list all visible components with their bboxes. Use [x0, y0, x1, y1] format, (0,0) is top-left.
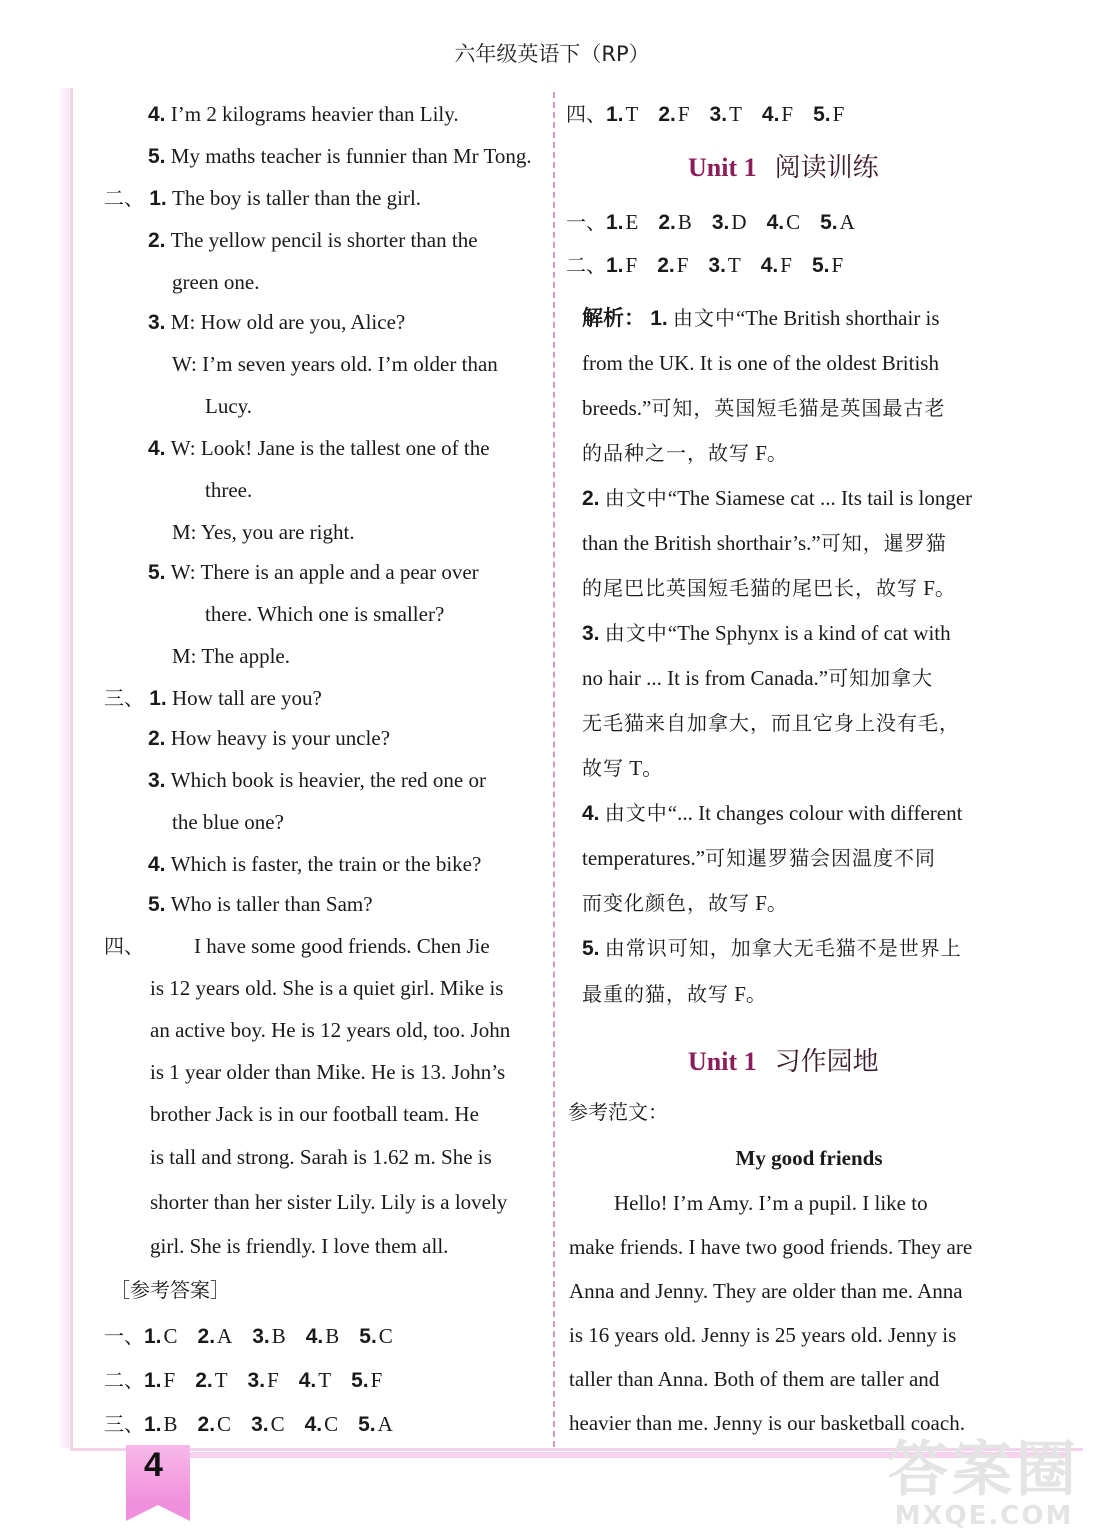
analysis-english: breeds.” — [582, 396, 652, 420]
item-number: 5. — [148, 145, 166, 168]
answer-item — [351, 1366, 382, 1395]
answer-item — [820, 208, 855, 237]
answer-value: A — [377, 1412, 393, 1436]
analysis-english: F。 — [729, 982, 767, 1006]
analysis-number: 3. — [582, 622, 600, 645]
item-text: Who is taller than Sam? — [170, 892, 373, 916]
item-text: M: The apple. — [172, 644, 291, 668]
essay-line: Anna and Jenny. They are older than me. Anna — [569, 1279, 963, 1303]
answer-number: 4. — [305, 1325, 324, 1348]
answer-number: 3. — [711, 211, 730, 234]
unit-reading-heading — [688, 152, 879, 184]
answer-value: B — [271, 1324, 286, 1348]
exercise-line — [148, 766, 486, 795]
analysis-english: temperatures.” — [582, 846, 706, 870]
passage-line: brother Jack is in our football team. He — [150, 1102, 479, 1126]
speaker: M: — [170, 310, 196, 334]
answer-value: F — [163, 1368, 176, 1392]
answer-value: F — [832, 102, 845, 126]
exercise-line — [172, 642, 290, 670]
answer-number: 1. — [606, 254, 624, 277]
item-text: three. — [205, 478, 253, 502]
item-number: 1. — [149, 687, 167, 710]
item-text: the blue one? — [172, 810, 284, 834]
exercise-line — [172, 350, 498, 378]
exercise-line — [205, 476, 252, 504]
analysis-line — [582, 394, 945, 422]
answer-item — [299, 1366, 331, 1395]
item-number: 3. — [148, 311, 166, 334]
answer-number: 5. — [351, 1369, 369, 1392]
item-number: 5. — [148, 893, 166, 916]
answer-item — [251, 1410, 285, 1439]
answer-value: T — [727, 253, 741, 277]
analysis-number: 5. — [582, 937, 600, 960]
answer-item — [248, 1366, 279, 1395]
item-text: Which is faster, the train or the bike? — [170, 852, 482, 876]
sample-essay-label: 参考范文： — [568, 1100, 668, 1124]
analysis-english: F。 — [750, 891, 788, 915]
answer-row — [566, 251, 863, 280]
answer-item — [198, 1322, 233, 1351]
answer-value: C — [217, 1412, 232, 1436]
answer-row — [104, 1410, 413, 1439]
item-text: The boy is taller than the girl. — [172, 186, 422, 210]
exercise-line — [148, 100, 459, 129]
answer-value: C — [270, 1412, 285, 1436]
unit-label: Unit 1 — [688, 1047, 757, 1076]
answer-item — [712, 208, 747, 237]
answer-item — [198, 1410, 232, 1439]
answer-item — [767, 208, 801, 237]
answer-item — [252, 1322, 286, 1351]
answer-item — [144, 1366, 175, 1395]
section-number: 一、 — [104, 1324, 144, 1348]
analysis-chinese: 的尾巴比英国短毛猫的尾巴长，故写 — [582, 576, 918, 600]
analysis-chinese: 可知暹罗猫会因温度不同 — [705, 846, 937, 870]
answer-value: B — [163, 1412, 178, 1436]
item-text: How old are you, Alice? — [195, 310, 406, 334]
analysis-english: no hair ... It is from Canada.” — [582, 666, 829, 690]
answer-number: 2. — [658, 211, 676, 234]
analysis-chinese: 可知，英国短毛猫是英国最古老 — [651, 396, 946, 420]
watermark — [888, 1435, 1080, 1531]
item-number: 1. — [149, 187, 167, 210]
answer-number: 1. — [606, 103, 624, 126]
analysis-line — [582, 439, 788, 467]
analysis-number: 2. — [582, 487, 600, 510]
answer-number: 2. — [657, 254, 675, 277]
analysis-english: T。 — [624, 756, 664, 780]
speaker: W: — [170, 436, 196, 460]
item-text: M: Yes, you are right. — [172, 520, 355, 544]
answer-value: C — [786, 210, 801, 234]
answer-item — [606, 100, 638, 129]
answer-item — [606, 208, 638, 237]
answer-number: 5. — [813, 103, 831, 126]
item-text: How heavy is your uncle? — [170, 726, 391, 750]
item-text: W: I’m seven years old. I’m older than — [172, 352, 498, 376]
section-number: 二、 — [104, 1368, 144, 1392]
answer-number: 3. — [251, 1413, 269, 1436]
answer-number: 4. — [760, 254, 779, 277]
essay-line: heavier than me. Jenny is our basketball coach. — [569, 1411, 965, 1435]
answer-item — [658, 100, 689, 129]
answer-number: 2. — [197, 1325, 216, 1348]
unit-title: 习作园地 — [774, 1047, 879, 1077]
answer-number: 3. — [708, 254, 726, 277]
answer-value: T — [729, 102, 742, 126]
analysis-chinese: 由文中 — [604, 801, 668, 825]
answer-number: 2. — [197, 1413, 216, 1436]
answer-row — [104, 1366, 402, 1395]
item-text: My maths teacher is funnier than Mr Tong. — [170, 144, 532, 168]
answer-value: A — [217, 1324, 233, 1348]
analysis-line — [582, 664, 933, 692]
analysis-chinese: 由常识可知，加拿大无毛猫不是世界上 — [604, 936, 962, 960]
item-text: there. Which one is smaller? — [205, 602, 445, 626]
passage-line: I have some good friends. Chen Jie — [194, 934, 490, 958]
item-text: The yellow pencil is shorter than the — [170, 228, 478, 252]
answer-item — [657, 251, 688, 280]
unit-writing-heading — [688, 1046, 879, 1078]
watermark-url: MXQE.COM — [894, 1501, 1074, 1531]
answer-number: 2. — [658, 103, 676, 126]
section-number: 四、 — [104, 934, 144, 958]
answer-value: T — [625, 102, 639, 126]
answer-item — [606, 251, 637, 280]
answer-value: F — [267, 1368, 279, 1392]
answer-number: 1. — [144, 1413, 162, 1436]
section-number: 二、 — [566, 253, 606, 277]
answer-item — [144, 1322, 178, 1351]
analysis-line — [582, 529, 947, 557]
watermark-logo-text: 答案圈 — [888, 1435, 1080, 1505]
essay-line: taller than Anna. Both of them are taller and — [569, 1367, 940, 1391]
exercise-line — [148, 724, 390, 753]
essay-line: Hello! I’m Amy. I’m a pupil. I like to — [614, 1191, 928, 1215]
answer-row — [566, 100, 864, 129]
analysis-line — [582, 980, 767, 1008]
answer-item — [708, 251, 740, 280]
item-text: Look! Jane is the tallest one of the — [195, 436, 490, 460]
passage-line: girl. She is friendly. I love them all. — [150, 1234, 449, 1258]
item-number: 2. — [148, 229, 166, 252]
essay-line: is 16 years old. Jenny is 25 years old. Jenny is — [569, 1323, 957, 1347]
analysis-english: F。 — [918, 576, 956, 600]
reference-answer-label: ［参考答案］ — [110, 1278, 230, 1302]
item-text: I’m 2 kilograms heavier than Lily. — [170, 102, 459, 126]
item-text: green one. — [172, 270, 260, 294]
answer-value: E — [625, 210, 639, 234]
answer-value: F — [677, 102, 690, 126]
analysis-line — [582, 304, 940, 333]
answer-value: T — [214, 1368, 228, 1392]
answer-item — [358, 1410, 393, 1439]
exercise-line — [172, 268, 259, 296]
analysis-english: F。 — [750, 441, 788, 465]
essay-line: make friends. I have two good friends. They are — [569, 1235, 973, 1259]
exercise-line — [148, 226, 478, 255]
analysis-line — [582, 934, 962, 963]
analysis-english: “... It changes colour with different — [667, 801, 963, 825]
answer-value: F — [676, 253, 689, 277]
analysis-chinese: 的品种之一，故写 — [582, 441, 750, 465]
section-number: 四、 — [566, 102, 606, 126]
analysis-chinese: 可知，暹罗猫 — [820, 531, 947, 555]
exercise-line — [104, 184, 421, 213]
answer-number: 5. — [811, 254, 830, 277]
analysis-number: 1. — [650, 307, 668, 330]
passage-line: shorter than her sister Lily. Lily is a lovely — [150, 1190, 508, 1214]
exercise-line — [205, 600, 444, 628]
answer-value: F — [781, 102, 794, 126]
answer-value: F — [370, 1368, 383, 1392]
section-number: 一、 — [566, 210, 606, 234]
analysis-line — [582, 619, 951, 648]
item-number: 4. — [148, 853, 166, 876]
analysis-chinese: 可知加拿大 — [828, 666, 934, 690]
page-number: 4 — [144, 1446, 163, 1484]
analysis-line — [582, 844, 936, 872]
analysis-english: from the UK. It is one of the oldest British — [582, 351, 939, 375]
answer-item — [762, 100, 793, 129]
answer-item — [710, 100, 742, 129]
answer-number: 4. — [766, 211, 785, 234]
exercise-line — [148, 434, 490, 463]
answer-item — [306, 1322, 340, 1351]
analysis-line — [582, 574, 956, 602]
exercise-line — [148, 558, 479, 587]
analysis-english: “The British shorthair is — [736, 306, 940, 330]
exercise-line — [148, 850, 481, 879]
item-number: 4. — [148, 437, 166, 460]
item-text: Which book is heavier, the red one or — [170, 768, 486, 792]
analysis-english: “The Siamese cat ... Its tail is longer — [667, 486, 973, 510]
answer-number: 4. — [298, 1369, 317, 1392]
passage-line: is tall and strong. Sarah is 1.62 m. She is — [150, 1145, 492, 1169]
answer-row — [566, 208, 875, 237]
answer-number: 1. — [144, 1325, 162, 1348]
answer-number: 2. — [195, 1369, 213, 1392]
item-text: There is an apple and a pear over — [195, 560, 479, 584]
answer-item — [761, 251, 792, 280]
unit-label: Unit 1 — [688, 153, 757, 182]
answer-item — [144, 1410, 178, 1439]
passage-line: an active boy. He is 12 years old, too. John — [150, 1018, 511, 1042]
item-number: 2. — [148, 727, 166, 750]
answer-number: 4. — [304, 1413, 323, 1436]
item-number: 5. — [148, 561, 166, 584]
analysis-number: 4. — [582, 802, 600, 825]
item-text: How tall are you? — [172, 686, 322, 710]
speaker: W: — [170, 560, 196, 584]
exercise-line — [104, 684, 322, 713]
answer-number: 5. — [359, 1325, 377, 1348]
exercise-line — [148, 142, 532, 171]
analysis-chinese: 最重的猫，故写 — [582, 982, 729, 1006]
answer-value: F — [831, 253, 844, 277]
answer-value: C — [378, 1324, 393, 1348]
answer-number: 5. — [358, 1413, 376, 1436]
analysis-chinese: 由文中 — [604, 486, 668, 510]
answer-number: 3. — [252, 1325, 270, 1348]
answer-value: C — [324, 1412, 339, 1436]
analysis-number: 解析： — [582, 307, 645, 330]
answer-value: C — [163, 1324, 178, 1348]
essay-title: My good friends — [735, 1146, 883, 1170]
answer-number: 1. — [144, 1369, 162, 1392]
column-divider — [553, 92, 555, 1447]
section-number: 二、 — [104, 186, 144, 210]
passage-line: is 12 years old. She is a quiet girl. Mike is — [150, 976, 504, 1000]
section-number: 三、 — [104, 1412, 144, 1436]
analysis-chinese: 由文中 — [604, 621, 668, 645]
answer-value: F — [625, 253, 638, 277]
analysis-chinese: 故写 — [582, 756, 624, 780]
analysis-line — [582, 754, 663, 782]
answer-item — [305, 1410, 339, 1439]
analysis-line — [582, 349, 939, 377]
answer-value: B — [677, 210, 692, 234]
analysis-line — [582, 484, 972, 513]
item-number: 4. — [148, 103, 166, 126]
analysis-english: “The Sphynx is a kind of cat with — [667, 621, 951, 645]
exercise-line — [205, 392, 252, 420]
exercise-line — [148, 308, 405, 337]
analysis-english: than the British shorthair’s.” — [582, 531, 821, 555]
answer-item — [359, 1322, 393, 1351]
answer-number: 1. — [606, 211, 624, 234]
answer-item — [195, 1366, 227, 1395]
item-number: 3. — [148, 769, 166, 792]
answer-item — [658, 208, 692, 237]
analysis-line — [582, 889, 788, 917]
analysis-line — [582, 799, 962, 828]
answer-value: F — [780, 253, 792, 277]
answer-number: 3. — [709, 103, 728, 126]
item-text: Lucy. — [205, 394, 253, 418]
exercise-line — [172, 518, 355, 546]
answer-value: A — [839, 210, 855, 234]
unit-title: 阅读训练 — [774, 153, 879, 183]
answer-item — [813, 100, 844, 129]
answer-value: T — [318, 1368, 332, 1392]
exercise-line — [148, 890, 373, 919]
analysis-chinese: 由文中 — [673, 306, 737, 330]
answer-number: 4. — [761, 103, 780, 126]
passage-line: is 1 year older than Mike. He is 13. John’s — [150, 1060, 506, 1084]
page-header-title: 六年级英语下（RP） — [454, 42, 650, 66]
section-number: 三、 — [104, 686, 144, 710]
analysis-chinese: 无毛猫来自加拿大，而且它身上没有毛， — [582, 711, 960, 735]
answer-value: D — [731, 210, 747, 234]
answer-row — [104, 1322, 413, 1351]
answer-item — [812, 251, 843, 280]
answer-number: 3. — [247, 1369, 266, 1392]
answer-number: 5. — [820, 211, 838, 234]
answer-value: B — [325, 1324, 340, 1348]
analysis-chinese: 而变化颜色，故写 — [582, 891, 750, 915]
exercise-line — [172, 808, 284, 836]
analysis-line — [582, 709, 960, 737]
